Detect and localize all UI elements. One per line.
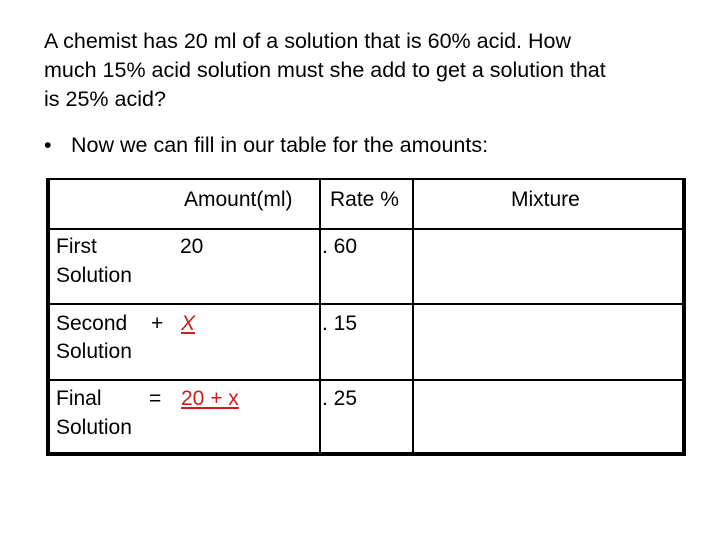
column-divider-rate-mixture: [412, 180, 414, 454]
header-amount: Amount(ml): [184, 188, 293, 211]
row-label-line2: Solution: [56, 340, 132, 363]
amount-cell: 20 + x: [181, 387, 239, 410]
bullet-point: [44, 131, 488, 160]
amount-cell: 20: [180, 235, 204, 258]
row-label-line2: Solution: [56, 416, 132, 439]
bullet-text: Now we can fill in our table for the amounts:: [71, 133, 489, 157]
amount-cell: X: [181, 312, 196, 335]
rate-cell: . 15: [322, 312, 358, 335]
row-operator: +: [151, 312, 164, 335]
problem-line-1: A chemist has 20 ml of a solution that is 60% acid. How: [44, 29, 572, 53]
problem-line-3: is 25% acid?: [44, 87, 166, 111]
row-divider-2: [50, 379, 682, 381]
rate-cell: . 60: [322, 235, 358, 258]
problem-statement: [44, 27, 694, 114]
row-label-line1: Second: [56, 312, 128, 335]
row-label-line1: First: [56, 235, 97, 258]
header-mixture: Mixture: [511, 188, 580, 211]
header-rate: Rate %: [330, 188, 399, 211]
header-divider: [50, 228, 682, 230]
problem-line-2: much 15% acid solution must she add to get a solution that: [44, 58, 606, 82]
amounts-table: [46, 178, 686, 456]
rate-cell: . 25: [322, 387, 358, 410]
row-label-line1: Final: [56, 387, 102, 410]
row-divider-1: [50, 303, 682, 305]
row-label-line2: Solution: [56, 264, 132, 287]
row-operator: =: [149, 387, 162, 410]
column-divider-amount-rate: [319, 180, 321, 454]
bullet-icon: •: [44, 133, 52, 157]
